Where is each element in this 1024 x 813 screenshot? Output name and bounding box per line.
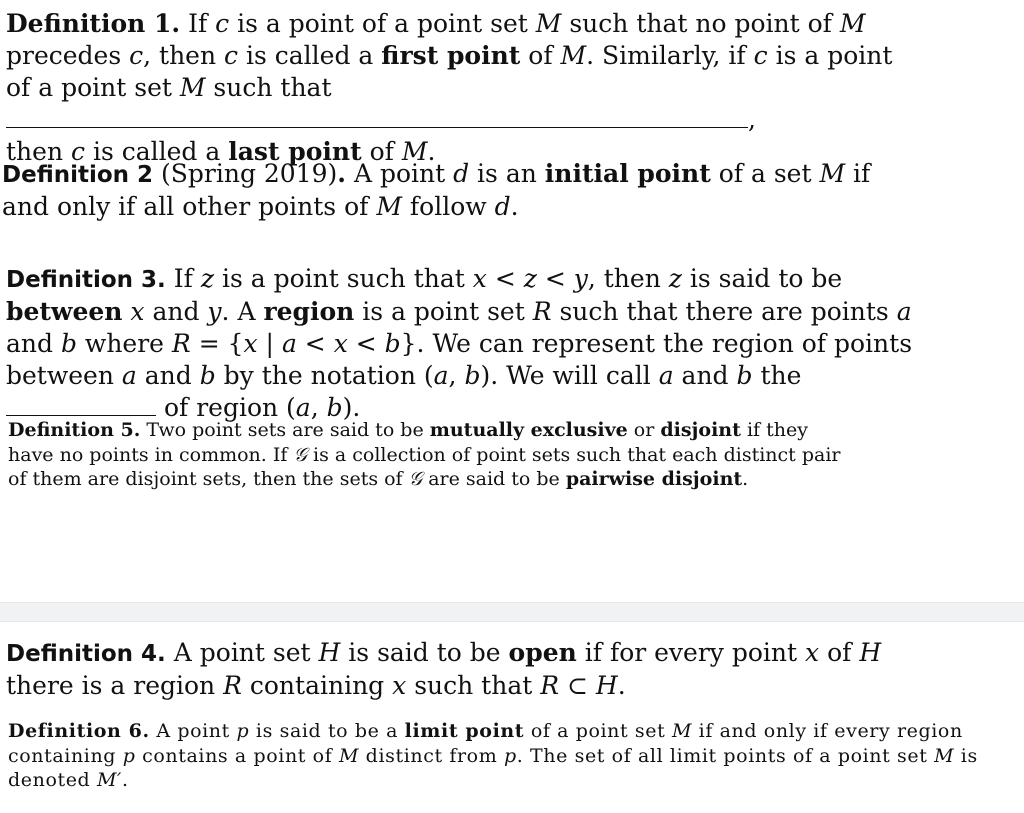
math-symbol: b: [60, 329, 77, 358]
text-run: = {: [190, 329, 244, 358]
math-symbol: a: [896, 297, 912, 326]
math-symbol: H: [859, 638, 882, 667]
definition-2-text: [2, 158, 922, 223]
text-run: of a point set: [524, 720, 672, 742]
math-symbol: p: [122, 744, 136, 767]
text-run: such that: [406, 671, 541, 700]
text-run: there is a region: [6, 671, 224, 700]
definition-heading: Definition 5.: [8, 419, 141, 441]
math-symbol: M: [934, 744, 955, 767]
text-run: |: [257, 329, 282, 358]
math-symbol: R: [223, 671, 242, 700]
text-run: is a collection of point sets such that each distinct pair of them are disjoint sets, then the sets of: [8, 443, 841, 490]
text-run: If: [180, 9, 216, 38]
text-run: containing: [241, 671, 393, 700]
text-run: <: [296, 329, 334, 358]
text-run: of a set: [710, 159, 820, 188]
text-run: is said to be: [681, 264, 843, 293]
defined-term: mutually exclusive: [429, 419, 628, 441]
math-symbol: R: [540, 671, 560, 700]
text-run: is said to be a: [249, 720, 405, 742]
math-symbol: M: [376, 192, 402, 221]
text-run: is a point set: [354, 297, 533, 326]
definition-heading: Definition 1.: [6, 9, 181, 38]
text-run: are said to be: [422, 468, 566, 490]
math-symbol: x: [392, 671, 407, 700]
text-run: of region (: [156, 393, 296, 422]
math-symbol: R: [171, 329, 191, 358]
text-run: then: [6, 137, 71, 166]
text-run: is a point of a point set: [6, 41, 893, 102]
text-run: ,: [310, 393, 327, 422]
math-symbol: M: [401, 137, 428, 166]
fill-in-blank: [6, 107, 748, 128]
text-run: (Spring 2019): [153, 159, 338, 188]
math-symbol: b: [464, 361, 481, 390]
text-run: ,: [748, 105, 756, 134]
math-symbol: R: [532, 297, 552, 326]
definition-6: [8, 719, 998, 793]
text-run: . Similarly, if: [586, 41, 754, 70]
math-symbol: b: [384, 329, 401, 358]
text-run: ⊂: [559, 671, 596, 700]
text-run: ). We will call: [480, 361, 659, 390]
text-run: if and only if all other points of: [2, 159, 871, 221]
math-symbol: y: [573, 264, 588, 293]
math-symbol: a: [295, 393, 311, 422]
text-run: and: [136, 361, 200, 390]
text-run: is called a: [238, 41, 382, 70]
math-symbol: z: [523, 264, 537, 293]
text-run: If: [165, 264, 201, 293]
text-run: if for every point: [576, 638, 806, 667]
text-run: A point: [346, 159, 454, 188]
text-run: of: [361, 137, 402, 166]
text-run: if and only if every region containing: [8, 720, 963, 767]
math-symbol: x: [130, 297, 145, 326]
text-run: such that no point of: [561, 9, 840, 38]
math-symbol: z: [668, 264, 682, 293]
math-symbol: 𝒢: [293, 443, 307, 466]
fill-in-blank: [6, 395, 156, 416]
math-symbol: a: [433, 361, 449, 390]
text-run: .: [617, 671, 626, 700]
math-symbol: z: [200, 264, 215, 293]
math-symbol: x: [805, 638, 820, 667]
text-run: , then: [587, 264, 669, 293]
text-run: <: [347, 329, 385, 358]
text-run: contains a point of: [135, 744, 339, 767]
text-run: is denoted: [8, 744, 978, 791]
text-run: . The set of all limit points of a point set: [516, 744, 935, 767]
math-symbol: M: [535, 9, 562, 38]
math-symbol: a: [658, 361, 674, 390]
text-run: <: [536, 264, 574, 293]
math-symbol: x: [243, 329, 258, 358]
math-symbol: b: [199, 361, 216, 390]
math-symbol: x: [333, 329, 348, 358]
math-symbol: y: [207, 297, 222, 326]
text-run: is an: [469, 159, 545, 188]
math-symbol: c: [753, 41, 768, 70]
math-symbol: M: [560, 41, 587, 70]
text-run: . A: [221, 297, 264, 326]
defined-term: first point: [381, 41, 521, 70]
text-run: ,: [448, 361, 465, 390]
math-symbol: b: [326, 393, 343, 422]
math-symbol: M′: [96, 769, 122, 791]
definition-6-text: [8, 719, 998, 793]
definition-2: [2, 158, 922, 223]
text-run: the: [752, 361, 802, 390]
text-run: , then: [143, 41, 225, 70]
defined-term: between: [6, 297, 123, 326]
heading-punctuation: .: [337, 159, 346, 188]
definition-heading: Definition 6.: [8, 720, 150, 742]
defined-term: disjoint: [660, 419, 741, 441]
text-run: of: [819, 638, 860, 667]
math-symbol: M: [839, 9, 866, 38]
definition-3-text: [6, 263, 922, 424]
math-symbol: c: [71, 137, 86, 166]
math-symbol: p: [503, 744, 517, 767]
definition-3: [6, 263, 922, 424]
definition-heading: Definition 2: [2, 162, 154, 188]
text-run: is said to be: [340, 638, 509, 667]
math-symbol: 𝒢: [408, 468, 423, 490]
text-run: .: [121, 769, 129, 791]
math-symbol: c: [224, 41, 239, 70]
math-symbol: H: [595, 671, 618, 700]
text-run: }. We can represent the region of points between: [6, 329, 913, 390]
text-run: .: [427, 137, 436, 166]
definition-5-text: [8, 418, 842, 492]
text-run: Two point sets are said to be: [140, 419, 430, 441]
math-symbol: x: [472, 264, 487, 293]
math-symbol: b: [736, 361, 753, 390]
text-run: such that: [205, 73, 332, 102]
defined-term: pairwise disjoint: [565, 468, 743, 490]
text-run: precedes: [6, 41, 130, 70]
text-run: where: [76, 329, 172, 358]
definition-5: [8, 418, 842, 492]
text-run: distinct from: [359, 744, 504, 767]
math-symbol: d: [494, 192, 511, 221]
defined-term: initial point: [544, 159, 711, 188]
text-run: <: [486, 264, 524, 293]
defined-term: last point: [228, 137, 362, 166]
text-run: and: [144, 297, 208, 326]
text-run: is a point such that: [214, 264, 473, 293]
math-symbol: p: [236, 720, 250, 742]
definition-4-text: [6, 637, 922, 702]
text-run: A point: [149, 720, 237, 742]
definition-heading: Definition 3.: [6, 267, 166, 293]
section-divider: [0, 602, 1024, 622]
math-symbol: c: [215, 9, 230, 38]
math-symbol: M: [671, 720, 693, 742]
math-symbol: a: [121, 361, 137, 390]
text-run: .: [510, 192, 519, 221]
text-run: of: [520, 41, 561, 70]
text-run: and: [673, 361, 737, 390]
defined-term: open: [508, 638, 577, 667]
definition-1: [6, 8, 922, 168]
text-run: or: [627, 419, 661, 441]
math-symbol: d: [453, 159, 470, 188]
math-symbol: c: [129, 41, 144, 70]
defined-term: limit point: [404, 720, 525, 742]
defined-term: region: [263, 297, 355, 326]
text-run: follow: [401, 192, 495, 221]
text-run: if they have no points in common. If: [8, 419, 808, 466]
text-run: such that there are points: [551, 297, 897, 326]
text-run: A point set: [165, 638, 319, 667]
definition-4: [6, 637, 922, 702]
math-symbol: M: [819, 159, 846, 188]
math-symbol: M: [179, 73, 206, 102]
text-run: .: [742, 468, 749, 490]
definition-heading: Definition 4.: [6, 641, 166, 667]
text-run: ).: [342, 393, 361, 422]
definition-1-text: [6, 8, 922, 168]
text-run: is called a: [85, 137, 229, 166]
text-run: by the notation (: [215, 361, 434, 390]
math-symbol: H: [318, 638, 341, 667]
math-symbol: M: [338, 744, 360, 767]
text-run: is a point of a point set: [229, 9, 536, 38]
math-symbol: a: [281, 329, 297, 358]
text-run: and: [6, 329, 61, 358]
